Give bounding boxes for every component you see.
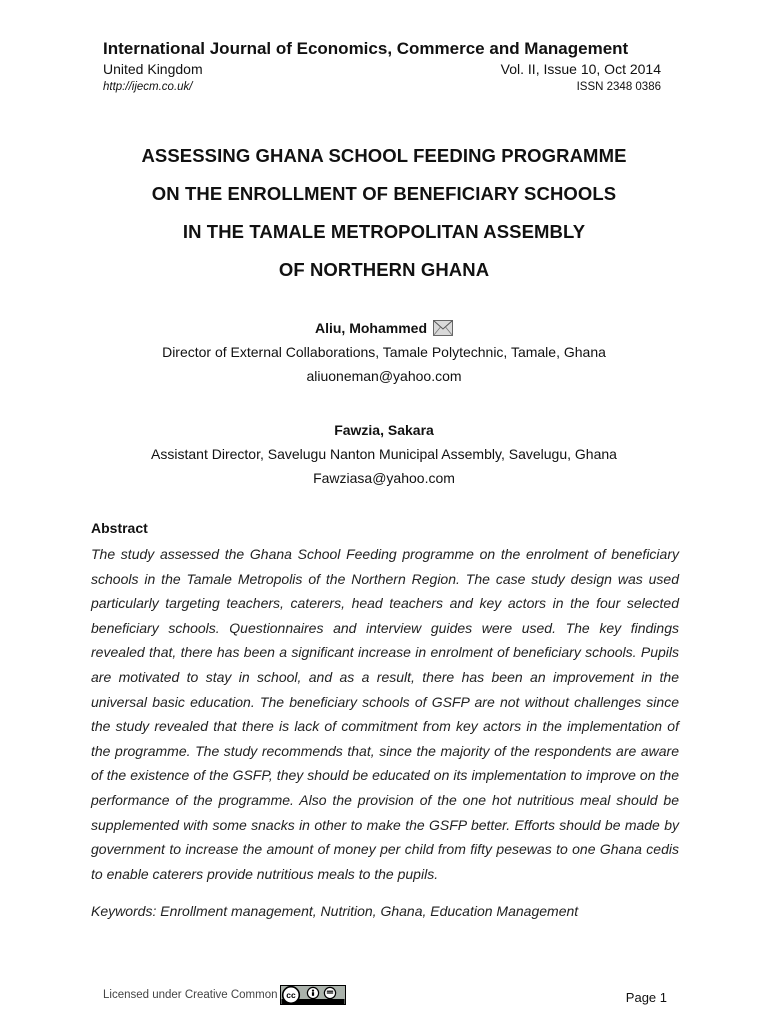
author-block [0,418,768,490]
journal-country: United Kingdom [103,61,203,77]
author-email[interactable]: aliuoneman@yahoo.com [306,368,462,384]
abstract-heading: Abstract [91,520,148,536]
journal-volume: Vol. II, Issue 10, Oct 2014 [500,61,661,77]
journal-url-link[interactable]: http://ijecm.co.uk/ [103,81,193,93]
svg-text:cc: cc [285,990,296,1000]
title-line: ON THE ENROLLMENT OF BENEFICIARY SCHOOLS [151,183,617,204]
license-footer [103,985,346,1005]
creative-commons-badge-icon[interactable] [280,985,346,1005]
envelope-icon[interactable] [433,320,453,336]
keywords: Keywords: Enrollment management, Nutrition, Ghana, Education Management [91,903,579,919]
author-email[interactable]: Fawziasa@yahoo.com [313,470,455,486]
author-block [0,316,768,388]
journal-info-row [103,61,661,77]
author-name: Fawzia, Sakara [334,422,434,438]
license-text: Licensed under Creative Common [103,989,278,1001]
journal-issn: ISSN 2348 0386 [576,81,661,93]
page-number: Page 1 [625,990,667,1005]
title-line: IN THE TAMALE METROPOLITAN ASSEMBLY [182,221,586,242]
author-affiliation: Director of External Collaborations, Tamale Polytechnic, Tamale, Ghana [162,344,606,360]
journal-meta-row [103,81,661,93]
author-affiliation: Assistant Director, Savelugu Nanton Municipal Assembly, Savelugu, Ghana [151,446,617,462]
author-name: Aliu, Mohammed [314,320,427,336]
abstract-text: The study assessed the Ghana School Feeding programme on the enrolment of beneficiary schools in the Tamale Metropolis of the Northern Region. The case study design was used particularly targeting teachers, caterers, head teachers and key actors in the four selected beneficiary schools. Questionnaires and interview guides were used. The key findings revealed that, there has been a significant increase in enrolment of beneficiary schools. Pupils are motivated to stay in school, and as a result, there has been an improvement in the universal basic education. The beneficiary schools of GSFP are not without challenges since the study revealed that there is lack of commitment from key actors in the implementation of the programme. The study recommends that, since the majority of the respondents are aware of the existence of the GSFP, they should be educated on its implementation to improve on the performance of the programme. Also the provision of the one hot nutritious meal should be supplemented with some snacks in other to make the GSFP better. Efforts should be made by government to increase the amount of money per child from fifty pesewas to one Ghana cedis to enable caterers provide nutritious meals to the pupils. [91,546,679,882]
author-name-line [315,316,453,340]
title-line: OF NORTHERN GHANA [278,259,490,280]
paper-title [0,137,768,289]
journal-title: International Journal of Economics, Commerce and Management [103,39,629,58]
title-line: ASSESSING GHANA SCHOOL FEEDING PROGRAMME [141,145,627,166]
